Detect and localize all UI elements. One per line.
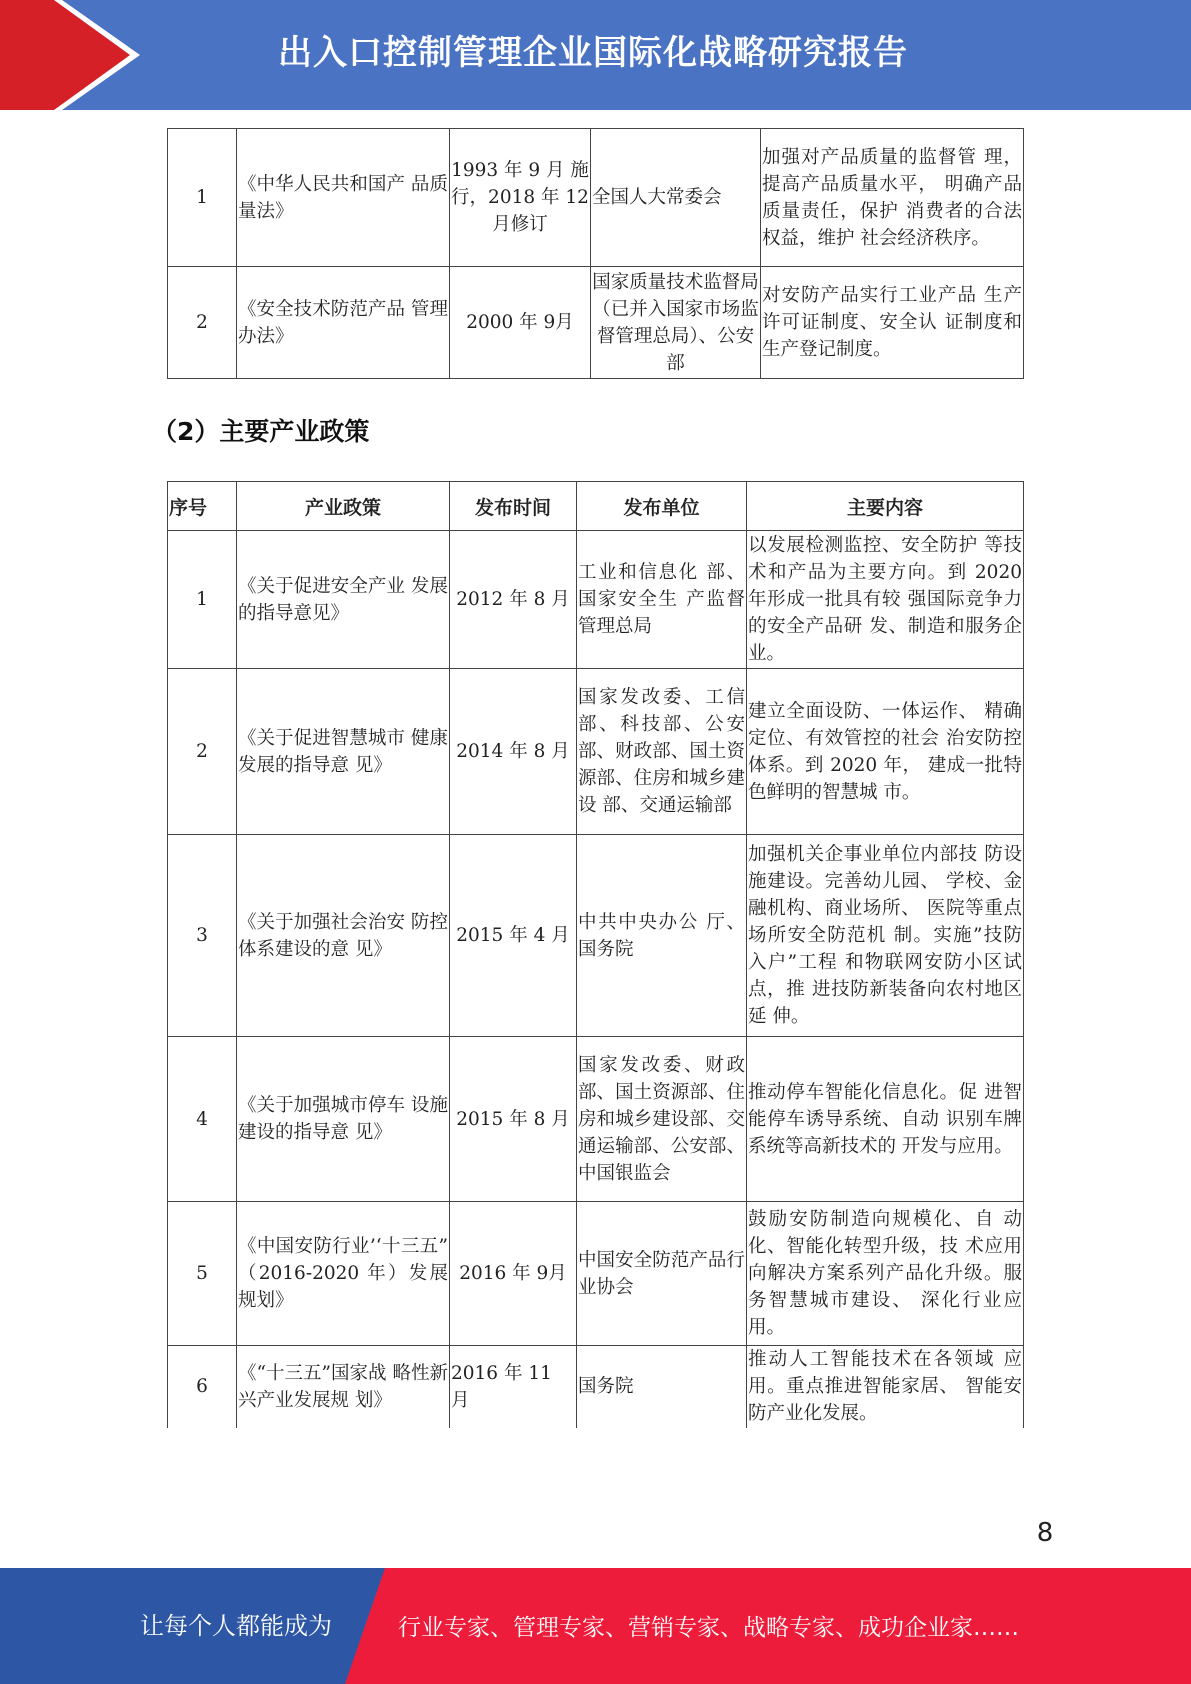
footer-slogan-left: 让每个人都能成为 [140,1612,332,1640]
header-content: 主要内容 [747,482,1024,531]
policy-time: 2014 年 8 月 [450,669,577,835]
row-number: 3 [168,835,237,1037]
policy-name: 《关于促进安全产业 发展的指导意见》 [237,531,450,669]
policy-content: 推动人工智能技术在各领域 应用。重点推进智能家居、 智能安防产业化发展。 [747,1346,1024,1428]
page-number: 8 [1036,1518,1054,1548]
row-number: 4 [168,1037,237,1202]
table-row [168,1202,1024,1346]
policy-issuer: 国家发改委、工信部、科技部、公安部、财政部、国土资源部、住房和城乡建设 部、交通运输部 [577,669,747,835]
table-row [168,1037,1024,1202]
policy-table [167,481,1024,1428]
table-row [168,835,1024,1037]
law-name: 《安全技术防范产品 管理办法》 [237,267,450,379]
table-row [168,267,1024,379]
policy-name: 《关于促进智慧城市 健康发展的指导意 见》 [237,669,450,835]
policy-time: 2016 年 11 月 [450,1346,577,1428]
header-red-chevron [0,0,140,110]
policy-issuer: 中共中央办公 厅、国务院 [577,835,747,1037]
policy-time: 2012 年 8 月 [450,531,577,669]
table-row [168,669,1024,835]
law-time: 2000 年 9月 [450,267,591,379]
table-header-row [168,482,1024,531]
row-number: 1 [168,129,237,267]
row-number: 5 [168,1202,237,1346]
policy-issuer: 国务院 [577,1346,747,1428]
table-row [168,531,1024,669]
policy-time: 2016 年 9月 [450,1202,577,1346]
row-number: 6 [168,1346,237,1428]
policy-issuer: 国家发改委、财政部、国土资源部、住房和城乡建设部、交通运输部、公安部、中国银监会 [577,1037,747,1202]
law-issuer: 国家质量技术监督局（已并入国家市场监督管理总局）、公安部 [591,267,761,379]
policy-issuer: 中国安全防范产品行业协会 [577,1202,747,1346]
policy-name: 《关于加强城市停车 设施建设的指导意 见》 [237,1037,450,1202]
policy-name: 《“十三五”国家战 略性新兴产业发展规 划》 [237,1346,450,1428]
header-time: 发布时间 [450,482,577,531]
policy-time: 2015 年 8 月 [450,1037,577,1202]
law-time: 1993 年 9 月 施行，2018 年 12 月修订 [450,129,591,267]
policy-content: 加强机关企事业单位内部技 防设施建设。完善幼儿园、 学校、金融机构、商业场所、 医院等重点场所安全防范机 制。实施”技防入户”工程 和物联网安防小区试点，推 进技防新装备向农村地区延 伸。 [747,835,1024,1037]
report-title: 出入口控制管理企业国际化战略研究报告 [278,33,908,73]
section-heading: （2）主要产业政策 [152,417,370,446]
law-content: 加强对产品质量的监督管 理，提高产品质量水平， 明确产品质量责任，保护 消费者的合法权益，维护 社会经济秩序。 [761,129,1024,267]
page-footer [0,1568,1191,1684]
policy-content: 推动停车智能化信息化。促 进智能停车诱导系统、自动 识别车牌系统等高新技术的 开发与应用。 [747,1037,1024,1202]
policy-time: 2015 年 4 月 [450,835,577,1037]
policy-name: 《中国安防行业’‘十三五” （2016-2020 年）发展规划》 [237,1202,450,1346]
table-row [168,129,1024,267]
table-row [168,1346,1024,1428]
law-issuer: 全国人大常委会 [591,129,761,267]
header-no: 序号 [168,482,237,531]
law-name: 《中华人民共和国产 品质量法》 [237,129,450,267]
row-number: 1 [168,531,237,669]
policy-issuer: 工业和信息化 部、国家安全生 产监督管理总局 [577,531,747,669]
law-content: 对安防产品实行工业产品 生产许可证制度、安全认 证制度和生产登记制度。 [761,267,1024,379]
header-policy: 产业政策 [237,482,450,531]
row-number: 2 [168,669,237,835]
page-header [0,0,1191,110]
law-table [167,128,1024,379]
policy-content: 建立全面设防、一体运作、 精确定位、有效管控的社会 治安防控体系。到 2020 年， 建成一批特色鲜明的智慧城 市。 [747,669,1024,835]
policy-name: 《关于加强社会治安 防控体系建设的意 见》 [237,835,450,1037]
footer-slogan-right: 行业专家、管理专家、营销专家、战略专家、成功企业家…… [398,1615,1019,1641]
header-issuer: 发布单位 [577,482,747,531]
policy-content: 鼓励安防制造向规模化、自 动化、智能化转型升级，技 术应用向解决方案系列产品化升级。服务智慧城市建设、 深化行业应用。 [747,1202,1024,1346]
policy-content: 以发展检测监控、安全防护 等技术和产品为主要方向。到 2020 年形成一批具有较 强国际竞争力的安全产品研 发、制造和服务企业。 [747,531,1024,669]
row-number: 2 [168,267,237,379]
